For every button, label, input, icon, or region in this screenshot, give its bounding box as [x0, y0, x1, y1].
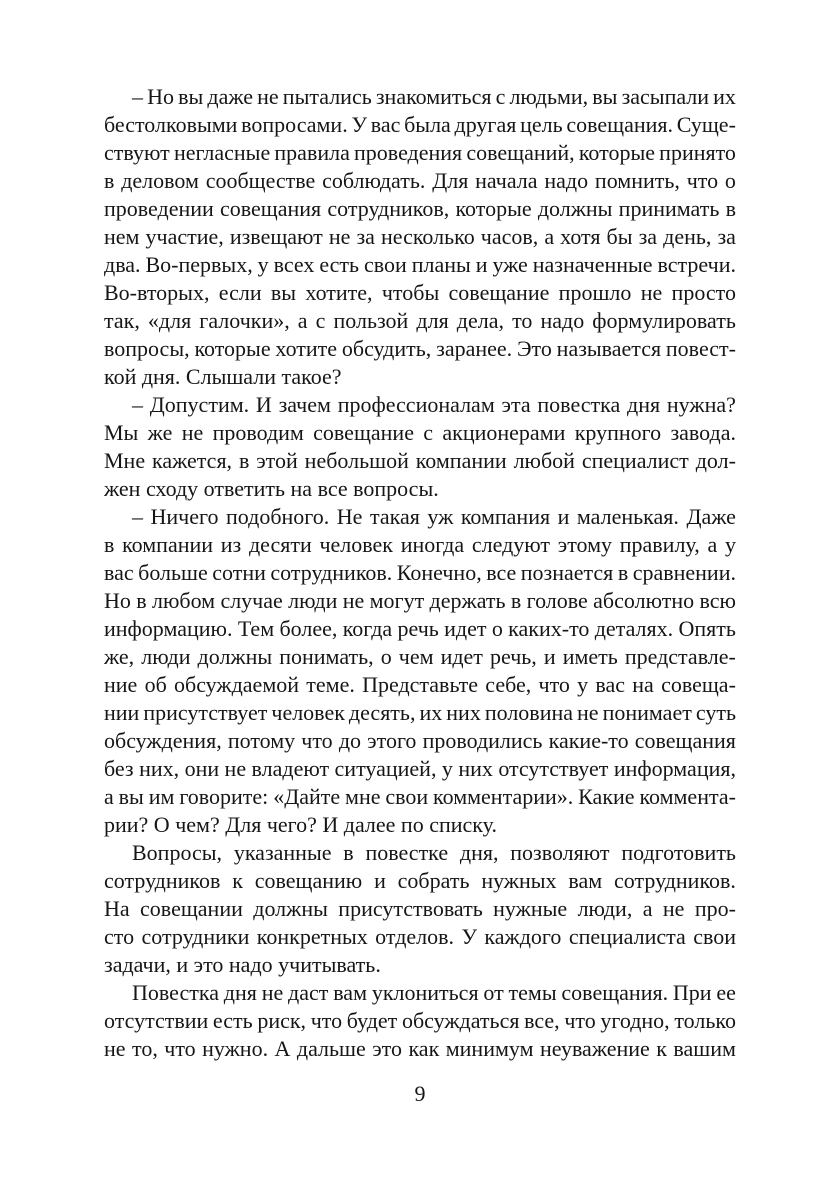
text-line: – Но вы даже не пытались знакомиться с людьми, вы засыпали их [132, 84, 736, 109]
text-line: в компании из десяти человек иногда следуют этому правилу, а у [104, 532, 736, 557]
text-line: сотрудников к совещанию и собрать нужных вам сотрудников. [104, 868, 736, 893]
text-line: же, люди должны понимать, о чем идет речь, и иметь представле- [104, 644, 736, 669]
paragraph [104, 979, 736, 1063]
text-line: проведении совещания сотрудников, которые должны принимать в [104, 196, 736, 221]
text-line: Но в любом случае люди не могут держать в голове абсолютно всю [104, 588, 736, 613]
text-line: Повестка дня не даст вам уклониться от темы совещания. При ее [132, 980, 736, 1005]
text-line: ние об обсуждаемой теме. Представьте себе, что у вас на совеща- [104, 672, 736, 697]
text-line: вас больше сотни сотрудников. Конечно, все познается в сравнении. [104, 560, 736, 585]
text-line: информацию. Тем более, когда речь идет о каких-то деталях. Опять [104, 616, 736, 641]
text-line: – Допустим. И зачем профессионалам эта повестка дня нужна? [132, 392, 736, 417]
text-line: сто сотрудники конкретных отделов. У каждого специалиста свои [104, 924, 736, 949]
text-line: а вы им говорите: «Дайте мне свои комментарии». Какие коммента- [104, 784, 736, 809]
text-line: кой дня. Слышали такое? [104, 364, 342, 389]
text-line: Мы же не проводим совещание с акционерами крупного завода. [104, 420, 736, 445]
text-line: Мне кажется, в этой небольшой компании любой специалист дол- [104, 448, 736, 473]
text-line: нии присутствует человек десять, их них половина не понимает суть [104, 700, 736, 725]
page-number: 9 [414, 1081, 426, 1106]
text-line: без них, они не владеют ситуацией, у них отсутствует информация, [104, 756, 736, 781]
text-line: вопросы, которые хотите обсудить, заранее. Это называется повест- [104, 336, 736, 361]
text-line: Вопросы, указанные в повестке дня, позволяют подготовить [132, 840, 736, 865]
text-line: ствуют негласные правила проведения совещаний, которые принято [104, 140, 736, 165]
text-line: – Ничего подобного. Не такая уж компания и маленькая. Даже [132, 504, 736, 529]
paragraph [104, 83, 736, 391]
text-line: Во-вторых, если вы хотите, чтобы совещание прошло не просто [104, 280, 736, 305]
text-line: не то, что нужно. А дальше это как минимум неуважение к вашим [104, 1036, 736, 1061]
text-line: задачи, и это надо учитывать. [104, 952, 381, 977]
text-line: обсуждения, потому что до этого проводились какие-то совещания [104, 728, 736, 753]
text-line: нем участие, извещают не за несколько часов, а хотя бы за день, за [104, 224, 736, 249]
paragraph [104, 839, 736, 979]
paragraph [104, 391, 736, 503]
text-line: рии? О чем? Для чего? И далее по списку. [104, 812, 497, 837]
text-line: бестолковыми вопросами. У вас была другая цель совещания. Суще- [104, 112, 736, 137]
text-line: в деловом сообществе соблюдать. Для начала надо помнить, что о [104, 168, 736, 193]
text-line: два. Во-первых, у всех есть свои планы и уже назначенные встречи. [104, 252, 736, 277]
text-block [104, 83, 736, 1063]
text-line: отсутствии есть риск, что будет обсуждаться все, что угодно, только [104, 1008, 736, 1033]
text-line: На совещании должны присутствовать нужные люди, а не про- [104, 896, 736, 921]
text-line: так, «для галочки», а с пользой для дела, то надо формулировать [104, 308, 736, 333]
text-line: жен сходу ответить на все вопросы. [104, 476, 439, 501]
paragraph [104, 503, 736, 839]
